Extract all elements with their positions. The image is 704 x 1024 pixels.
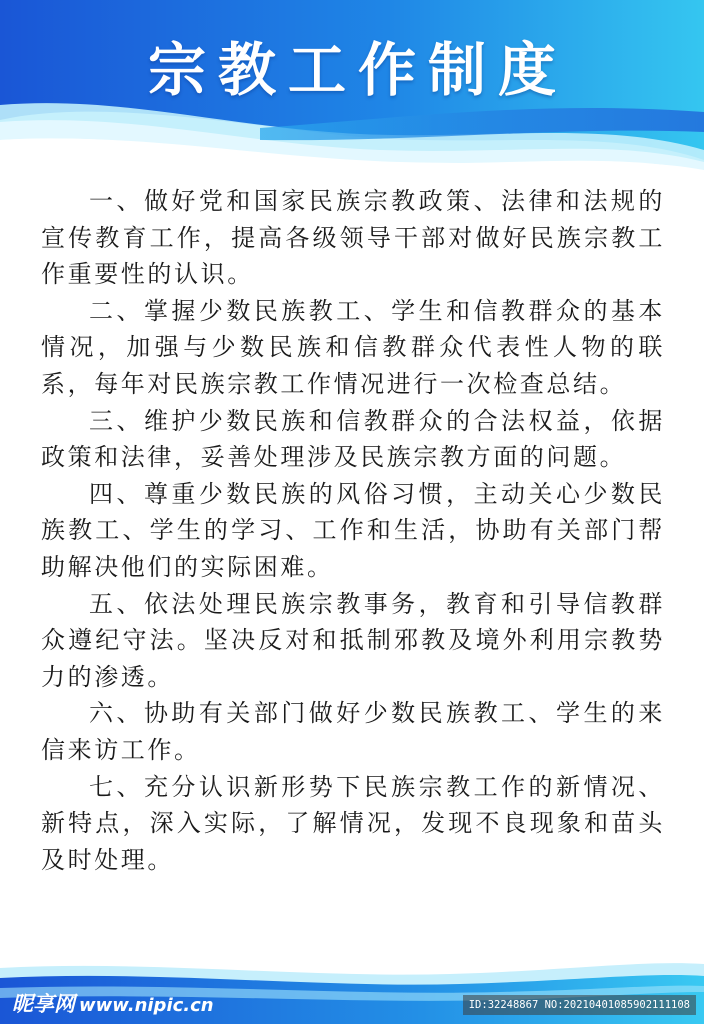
paragraph-4: 四、尊重少数民族的风俗习惯，主动关心少数民族教工、学生的学习、工作和生活，协助有关部门帮助解决他们的实际困难。 (41, 479, 665, 581)
regulation-text (41, 183, 665, 878)
paragraph-1: 一、做好党和国家民族宗教政策、法律和法规的宣传教育工作，提高各级领导干部对做好民族宗教工作重要性的认识。 (41, 187, 665, 289)
watermark-site: www.nipic.cn (79, 995, 214, 1016)
paragraph-2: 二、掌握少数民族教工、学生和信教群众的基本情况，加强与少数民族和信教群众代表性人物的联系，每年对民族宗教工作情况进行一次检查总结。 (41, 296, 665, 398)
paragraph-5: 五、依法处理民族宗教事务，教育和引导信教群众遵纪守法。坚决反对和抵制邪教及境外利用宗教势力的渗透。 (41, 589, 665, 691)
header-banner (0, 0, 704, 180)
watermark-id: ID:32248867 NO:20210401085902111108 (463, 995, 696, 1015)
paragraph-3: 三、维护少数民族和信教群众的合法权益，依据政策和法律，妥善处理涉及民族宗教方面的问题。 (41, 406, 665, 472)
page-title: 宗教工作制度 (147, 36, 568, 104)
watermark-logo (12, 989, 214, 1021)
paragraph-6: 六、协助有关部门做好少数民族教工、学生的来信来访工作。 (41, 699, 665, 764)
watermark-brand: 昵享网 (12, 992, 75, 1016)
footer-banner (0, 930, 704, 1024)
paragraph-7: 七、充分认识新形势下民族宗教工作的新情况、新特点，深入实际，了解情况，发现不良现象和苗头及时处理。 (41, 772, 665, 874)
